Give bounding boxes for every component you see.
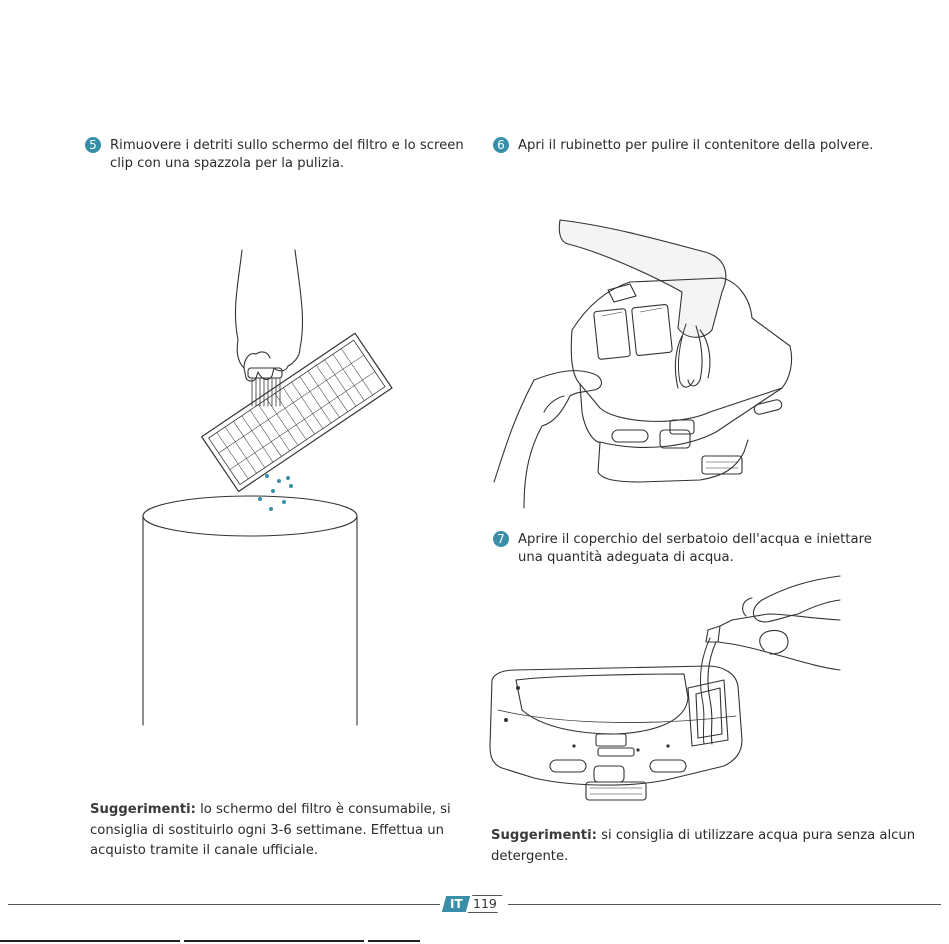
- step-line: Rimuovere i detriti sullo schermo del filtro e lo screen: [110, 138, 464, 153]
- step-number-badge: 5: [85, 137, 101, 153]
- tip-text: si consiglia di utilizzare acqua pura senza alcun: [596, 828, 916, 843]
- tip-line: [491, 826, 915, 847]
- step-text: [518, 137, 873, 155]
- step-number-badge: 6: [493, 137, 509, 153]
- tip-line: acquisto tramite il canale ufficiale.: [90, 843, 319, 858]
- tip-water: [491, 826, 915, 867]
- bottom-edge-rule: [0, 940, 420, 942]
- page-footer: [0, 895, 949, 915]
- step-line: una quantità adeguata di acqua.: [518, 550, 734, 565]
- page-number-text: 119: [473, 896, 497, 911]
- water-tank-fill-illustration: [488, 570, 858, 820]
- step-line: Apri il rubinetto per pulire il contenitore della polvere.: [518, 138, 874, 153]
- footer-rule-left: [8, 904, 440, 905]
- tip-line: consiglia di sostituirlo ogni 3-6 settimane. Effettua un: [90, 822, 444, 838]
- footer-rule-right: [508, 904, 941, 905]
- step-number-badge: 7: [493, 531, 509, 547]
- language-code: IT: [449, 897, 463, 911]
- page-number-badge: [444, 895, 500, 913]
- tip-label: Suggerimenti:: [90, 802, 196, 817]
- step-text: [110, 137, 464, 173]
- step-line: Aprire il coperchio del serbatoio dell'acqua e iniettare: [518, 532, 872, 547]
- tip-line: [90, 800, 451, 821]
- dustbin-rinse-illustration: [490, 212, 820, 512]
- step-line: clip con una spazzola per la pulizia.: [110, 156, 345, 171]
- filter-brush-illustration: [140, 240, 370, 730]
- tip-line: detergente.: [491, 848, 569, 864]
- language-tag: [442, 896, 470, 912]
- page-number: [468, 895, 503, 913]
- tip-label: Suggerimenti:: [491, 828, 597, 843]
- tip-text: lo schermo del filtro è consumabile, si: [195, 802, 451, 817]
- tip-filter: [90, 800, 451, 862]
- step-text: [518, 531, 872, 567]
